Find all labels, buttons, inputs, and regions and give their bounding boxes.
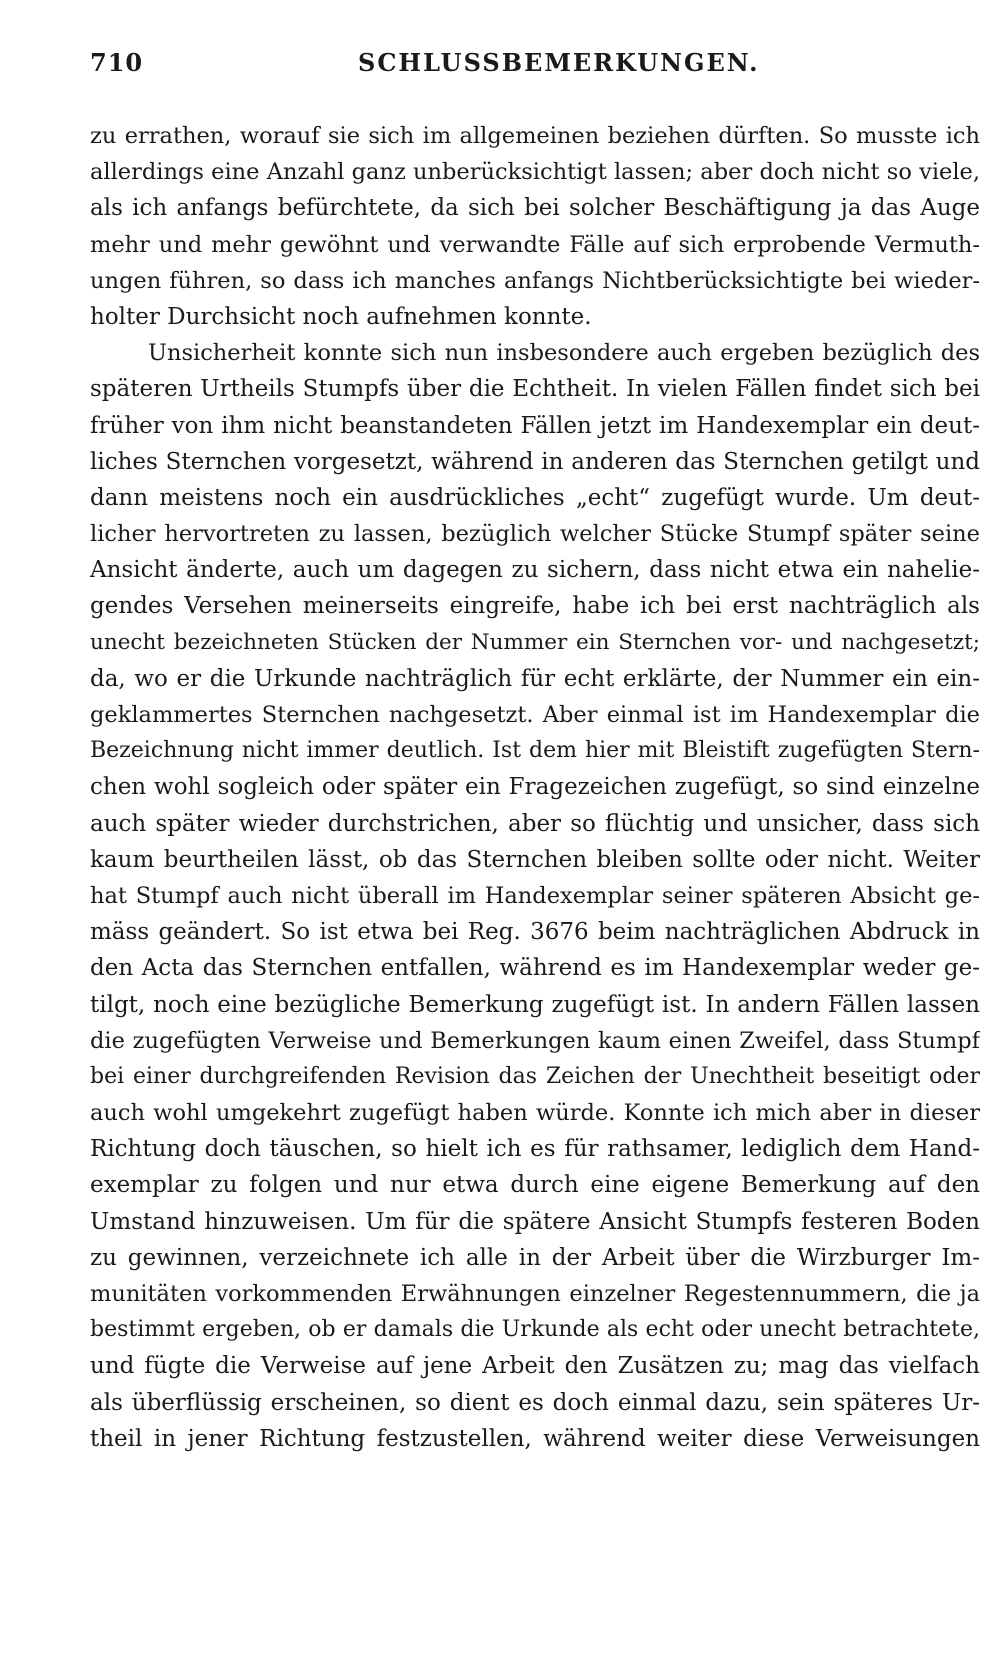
text-line: ungen führen, so dass ich manches anfangs Nichtberücksichtigte bei wieder- [90, 267, 980, 294]
text-line: exemplar zu folgen und nur etwa durch eine eigene Bemerkung auf den [90, 1172, 980, 1199]
text-line: auch später wieder durchstrichen, aber so flüchtig und unsicher, dass sich [90, 810, 980, 837]
text-line: Richtung doch täuschen, so hielt ich es für rathsamer, lediglich dem Hand- [90, 1136, 980, 1163]
text-line: bestimmt ergeben, ob er damals die Urkunde als echt oder unecht betrachtete, [90, 1317, 980, 1343]
running-head: SCHLUSSBEMERKUNGEN. [358, 48, 760, 77]
text-line: kaum beurtheilen lässt, ob das Sternchen bleiben sollte oder nicht. Weiter [90, 846, 980, 873]
text-line: hat Stumpf auch nicht überall im Handexemplar seiner späteren Absicht ge- [90, 882, 980, 909]
text-line: zu errathen, worauf sie sich im allgemeinen beziehen dürften. So musste ich [90, 123, 980, 149]
text-line: theil in jener Richtung festzustellen, während weiter diese Verweisungen [90, 1425, 980, 1452]
text-line: gendes Versehen meinerseits eingreife, habe ich bei erst nachträglich als [90, 593, 980, 620]
text-line: da, wo er die Urkunde nachträglich für echt erklärte, der Nummer ein ein- [90, 665, 980, 692]
text-line: munitäten vorkommenden Erwähnungen einzelner Regestennummern, die ja [90, 1281, 980, 1307]
text-line: Bezeichnung nicht immer deutlich. Ist dem hier mit Bleistift zugefügten Stern- [90, 738, 980, 764]
text-line: chen wohl sogleich oder später ein Fragezeichen zugefügt, so sind einzelne [90, 774, 980, 801]
page-number: 710 [90, 48, 144, 77]
text-line: früher von ihm nicht beanstandeten Fällen jetzt im Handexemplar ein deut- [90, 412, 980, 439]
body-text [90, 118, 980, 1457]
text-line: bei einer durchgreifenden Revision das Zeichen der Unechtheit beseitigt oder [90, 1063, 980, 1089]
text-line: mehr und mehr gewöhnt und verwandte Fälle auf sich erprobende Vermuth- [90, 231, 980, 258]
text-line: mäss geändert. So ist etwa bei Reg. 3676 beim nachträglichen Abdruck in [90, 919, 980, 946]
text-line: geklammertes Sternchen nachgesetzt. Aber einmal ist im Handexemplar die [90, 702, 980, 728]
text-line: die zugefügten Verweise und Bemerkungen kaum einen Zweifel, dass Stumpf [90, 1027, 980, 1054]
paragraph-first-line: Unsicherheit konnte sich nun insbesondere auch ergeben bezüglich des [148, 340, 980, 367]
text-line: Ansicht änderte, auch um dagegen zu sichern, dass nicht etwa ein nahelie- [90, 557, 980, 584]
text-line: licher hervortreten zu lassen, bezüglich welcher Stücke Stumpf später seine [90, 521, 980, 548]
text-line: den Acta das Sternchen entfallen, während es im Handexemplar weder ge- [90, 955, 980, 982]
text-line: und fügte die Verweise auf jene Arbeit den Zusätzen zu; mag das vielfach [90, 1353, 980, 1380]
text-line: liches Sternchen vorgesetzt, während in anderen das Sternchen getilgt und [90, 448, 980, 475]
text-line: als überflüssig erscheinen, so dient es doch einmal dazu, sein späteres Ur- [90, 1389, 980, 1416]
text-line: späteren Urtheils Stumpfs über die Echtheit. In vielen Fällen findet sich bei [90, 376, 980, 403]
text-line: zu gewinnen, verzeichnete ich alle in der Arbeit über die Wirzburger Im- [90, 1244, 980, 1271]
text-line: unecht bezeichneten Stücken der Nummer ein Sternchen vor- und nachgesetzt; [90, 629, 980, 655]
text-line: allerdings eine Anzahl ganz unberücksichtigt lassen; aber doch nicht so viele, [90, 159, 980, 186]
text-line: Umstand hinzuweisen. Um für die spätere Ansicht Stumpfs festeren Boden [90, 1208, 980, 1235]
page-header [90, 48, 980, 84]
text-line: tilgt, noch eine bezügliche Bemerkung zugefügt ist. In andern Fällen lassen [90, 991, 980, 1018]
text-line: auch wohl umgekehrt zugefügt haben würde. Konnte ich mich aber in dieser [90, 1100, 980, 1127]
text-line: holter Durchsicht noch aufnehmen konnte. [90, 303, 592, 330]
text-line: als ich anfangs befürchtete, da sich bei solcher Beschäftigung ja das Auge [90, 195, 980, 222]
text-line: dann meistens noch ein ausdrückliches „echt“ zugefügt wurde. Um deut- [90, 484, 980, 511]
